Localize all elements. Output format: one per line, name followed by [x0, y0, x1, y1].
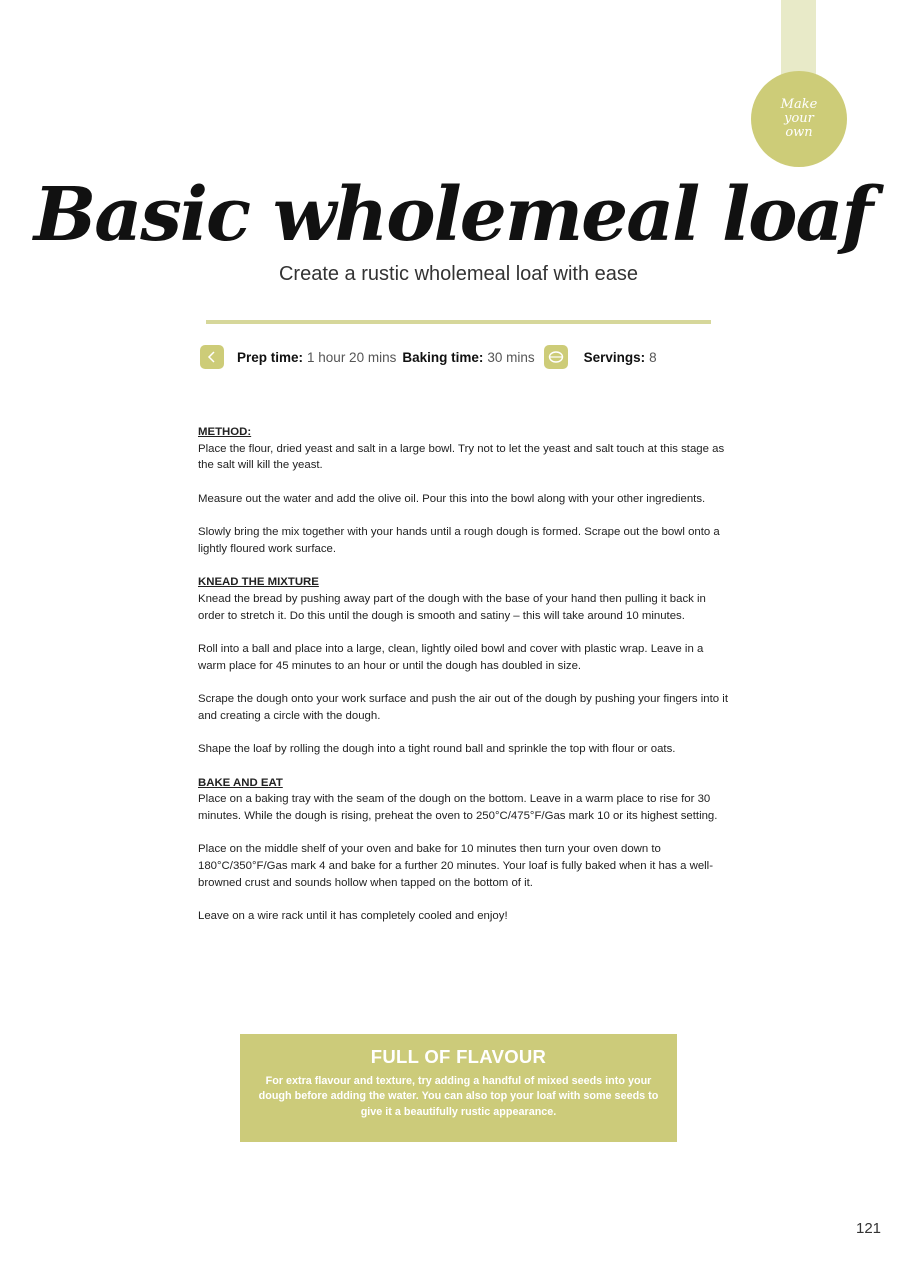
- method-step: Measure out the water and add the olive oil. Pour this into the bowl along with your other ingredients.: [198, 492, 706, 505]
- knead-step: Scrape the dough onto your work surface and push the air out of the dough by pushing your fingers into it and creating a circle with the dough.: [198, 693, 729, 722]
- title-divider: [206, 320, 711, 324]
- bake-heading: BAKE AND EAT: [198, 776, 283, 789]
- method-step: Slowly bring the mix together with your hands until a rough dough is formed. Scrape out the bowl onto a lightly floured work surface.: [198, 526, 720, 555]
- method-step: Place the flour, dried yeast and salt in a large bowl. Try not to let the yeast and salt touch at this stage as the salt will kill the yeast.: [198, 442, 725, 472]
- method-heading: METHOD:: [198, 426, 252, 438]
- knead-step: Knead the bread by pushing away part of the dough with the base of your hand then pulling it back in order to stretch it. Do this until the dough is smooth and satiny – this will take around 10 minutes.: [198, 592, 706, 622]
- baking-time-value: 30 mins: [487, 349, 535, 365]
- baking-time-label: Baking time:: [402, 349, 484, 365]
- servings-value: 8: [649, 349, 657, 365]
- prep-time-value: 1 hour 20 mins: [307, 349, 397, 365]
- badge-text: Make your own: [780, 97, 818, 140]
- knead-step: Roll into a ball and place into a large, clean, lightly oiled bowl and cover with plastic wrap. Leave in a warm place for 45 minutes to an hour or until the dough has doubled in size.: [198, 643, 704, 672]
- knead-heading: KNEAD THE MIXTURE: [198, 576, 319, 589]
- tip-title: FULL OF FLAVOUR: [370, 1046, 547, 1067]
- recipe-method: [198, 424, 728, 942]
- tip-body: For extra flavour and texture, try adding a handful of mixed seeds into your dough before adding the water. You can also top your loaf with some seeds to give it a beautifully rustic appearance.: [258, 1075, 659, 1118]
- bake-step: Place on a baking tray with the seam of the dough on the bottom. Leave in a warm place to rise for 30 minutes. While the dough is rising, preheat the oven to 250°C/475°F/Gas mark 10 or its highest setting.: [198, 793, 718, 823]
- recipe-subtitle: Create a rustic wholemeal loaf with ease: [278, 263, 639, 285]
- bake-step: Leave on a wire rack until it has completely cooled and enjoy!: [198, 910, 508, 923]
- make-your-own-badge: [753, 73, 845, 165]
- bake-step: Place on the middle shelf of your oven and bake for 10 minutes then turn your oven down to 180°C/350°F/Gas mark 4 and bake for a further 20 minutes. Your loaf is fully baked when it has a well-browned crust and sounds hollow when tapped on the bottom of it.: [198, 843, 714, 889]
- prep-time-label: Prep time:: [237, 349, 304, 365]
- plate-icon: [544, 345, 568, 369]
- tip-box: [240, 1034, 677, 1142]
- page-number: 121: [856, 1220, 882, 1237]
- recipe-info-bar: [200, 344, 657, 370]
- clock-icon: [200, 345, 224, 369]
- knead-step: Shape the loaf by rolling the dough into a tight round ball and sprinkle the top with flour or oats.: [198, 743, 676, 756]
- servings-label: Servings:: [583, 349, 646, 365]
- recipe-title: Basic wholemeal loaf: [33, 172, 872, 258]
